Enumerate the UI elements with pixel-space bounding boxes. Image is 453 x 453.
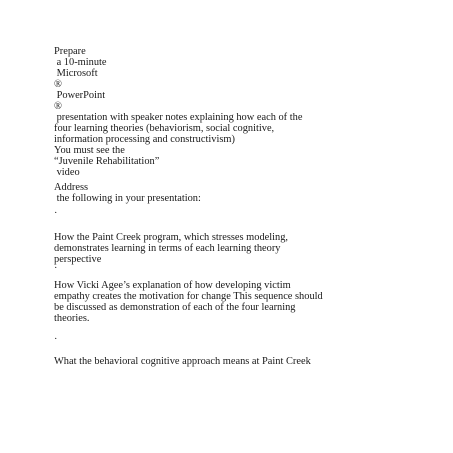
text-line: video: [54, 167, 80, 178]
text-line: information processing and constructivism): [54, 134, 235, 145]
bullet-marker: ·: [54, 208, 58, 219]
text-line: “Juvenile Rehabilitation”: [54, 156, 160, 167]
paint-creek-paragraph: [54, 232, 288, 265]
text-line: perspective: [54, 254, 102, 265]
text-line: What the behavioral cognitive approach means at Paint Creek: [54, 356, 311, 367]
text-line: Microsoft: [54, 68, 98, 79]
behavioral-cognitive-paragraph: [54, 356, 311, 367]
vicki-agee-paragraph: [54, 280, 323, 324]
text-line: a 10-minute: [54, 57, 107, 68]
text-line: Address: [54, 182, 89, 193]
text-line: theories.: [54, 313, 90, 324]
intro-paragraph: [54, 46, 302, 178]
text-line: How Vicki Agee’s explanation of how developing victim: [54, 280, 291, 291]
text-line: PowerPoint: [54, 90, 106, 101]
text-line: be discussed as demonstration of each of the four learning: [54, 302, 296, 313]
text-line: empathy creates the motivation for change This sequence should: [54, 291, 323, 302]
bullet-marker: ·: [54, 334, 58, 345]
text-line: You must see the: [54, 145, 125, 156]
text-line: demonstrates learning in terms of each learning theory: [54, 243, 281, 254]
text-line: How the Paint Creek program, which stresses modeling,: [54, 232, 289, 243]
registered-mark: ®: [54, 79, 62, 90]
text-line: presentation with speaker notes explaining how each of the: [54, 112, 303, 123]
bullet-marker: ·: [54, 263, 58, 274]
text-line: Prepare: [54, 46, 86, 57]
address-paragraph: [54, 182, 201, 204]
text-line: four learning theories (behaviorism, social cognitive,: [54, 123, 275, 134]
text-line: the following in your presentation:: [54, 193, 201, 204]
registered-mark: ®: [54, 101, 62, 112]
